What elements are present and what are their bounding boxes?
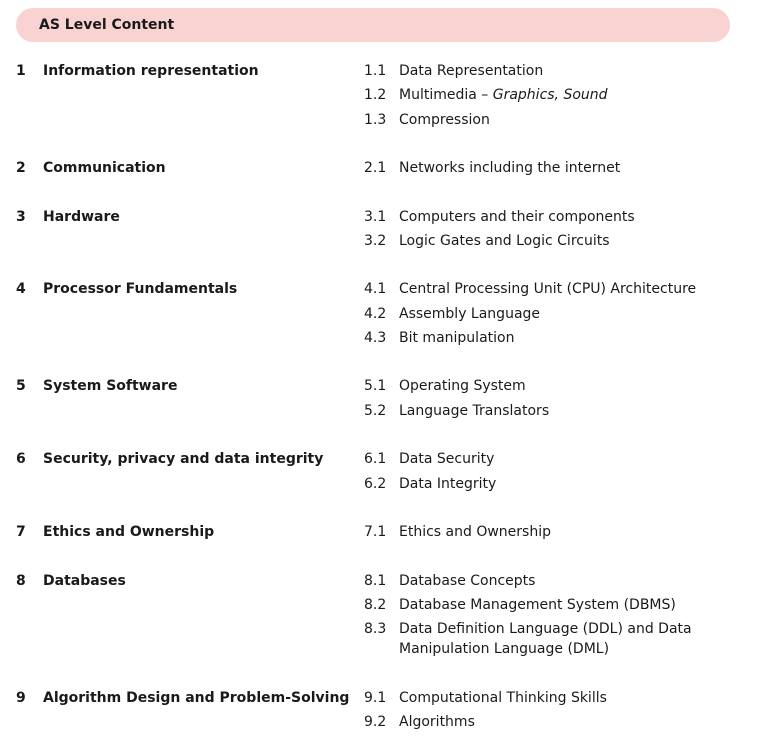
subtopic-number: 1.1 [364,63,387,79]
topic-title: System Software [43,378,178,394]
topic-number: 7 [16,524,26,540]
subtopic-number: 9.1 [364,690,387,706]
topic-title: Algorithm Design and Problem-Solving [43,690,350,706]
topic-title: Communication [43,160,166,176]
subtopic-number: 8.3 [364,621,387,637]
topic-number: 4 [16,281,26,297]
topic-number: 1 [16,63,26,79]
topic-number: 9 [16,690,26,706]
topic-number: 8 [16,573,26,589]
subtopic-number: 5.1 [364,378,387,394]
topic-title: Security, privacy and data integrity [43,451,324,467]
subtopic-number: 8.1 [364,573,387,589]
subtopic-title: Assembly Language [399,306,541,322]
subtopic-number: 3.1 [364,209,387,225]
subtopic-number: 1.3 [364,112,387,128]
subtopic-number: 2.1 [364,160,387,176]
topic-title: Ethics and Ownership [43,524,215,540]
subtopic-title-prefix: Multimedia – [399,87,493,103]
subtopic-title: Ethics and Ownership [399,524,551,540]
topic-number: 5 [16,378,26,394]
subtopic-title: Data Definition Language (DDL) and Data Manipulation Language (DML) [399,621,692,657]
topic-title: Processor Fundamentals [43,281,238,297]
subtopic-number: 5.2 [364,403,387,419]
subtopic-title: Central Processing Unit (CPU) Architecture [399,281,697,297]
subtopic-title: Bit manipulation [399,330,515,346]
subtopic-title: Networks including the internet [399,160,621,176]
subtopic-number: 8.2 [364,597,387,613]
subtopic-number: 4.3 [364,330,387,346]
subtopic-title [399,85,757,105]
subtopic-number: 1.2 [364,87,387,103]
subtopic-title: Database Management System (DBMS) [399,597,676,613]
subtopic-title: Compression [399,112,490,128]
topic-number: 6 [16,451,26,467]
subtopic-title: Computers and their components [399,209,635,225]
subtopic-number: 3.2 [364,233,387,249]
subtopic-title: Algorithms [399,714,475,730]
topic-number: 2 [16,160,26,176]
topic-title: Information representation [43,63,259,79]
subtopic-title: Language Translators [399,403,550,419]
topic-number: 3 [16,209,26,225]
topic-title: Hardware [43,209,120,225]
subtopic-number: 6.2 [364,476,387,492]
subtopic-title: Data Representation [399,63,544,79]
subtopic-title: Data Security [399,451,495,467]
subtopic-number: 7.1 [364,524,387,540]
topic-title: Databases [43,573,126,589]
subtopic-title-italic: Graphics, Sound [492,87,608,103]
subtopic-number: 4.1 [364,281,387,297]
subtopic-title: Database Concepts [399,573,536,589]
subtopic-number: 9.2 [364,714,387,730]
section-title: AS Level Content [39,17,175,33]
subtopic-number: 6.1 [364,451,387,467]
subtopic-title: Data Integrity [399,476,497,492]
subtopic-title: Logic Gates and Logic Circuits [399,233,610,249]
subtopic-number: 4.2 [364,306,387,322]
subtopic-title: Computational Thinking Skills [399,690,607,706]
section-header [16,8,730,42]
subtopic-title: Operating System [399,378,526,394]
